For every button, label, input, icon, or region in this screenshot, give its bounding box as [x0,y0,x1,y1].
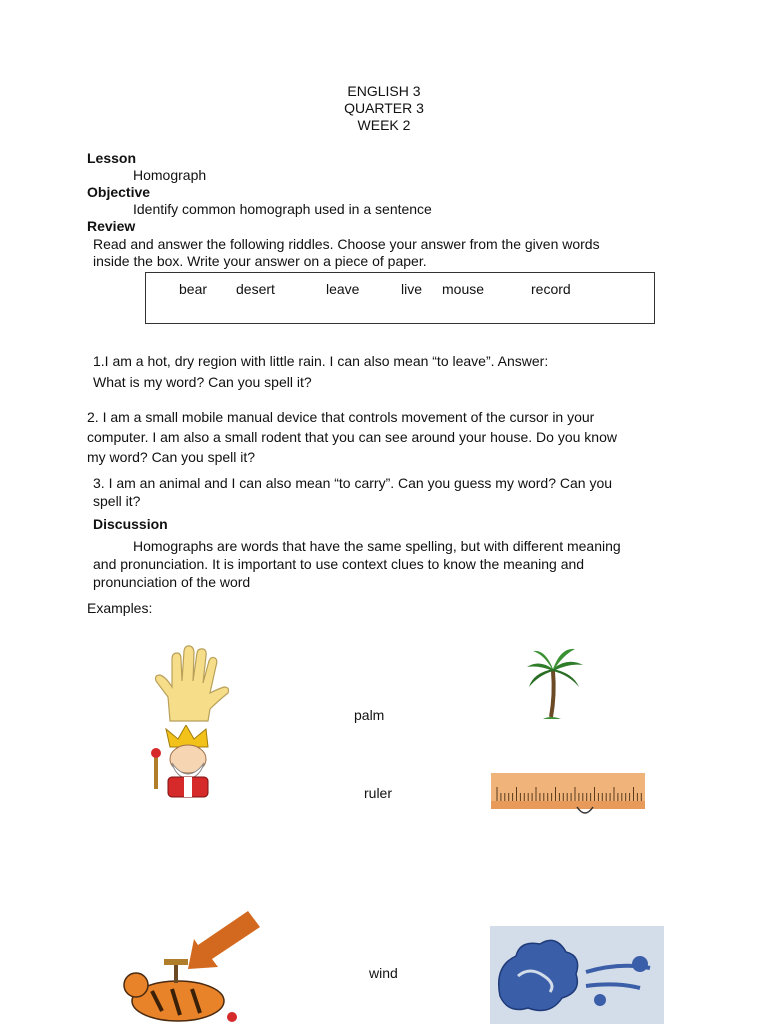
objective-text: Identify common homograph used in a sentence [133,201,432,217]
riddle-3-line1: 3. I am an animal and I can also mean “to carry”. Can you guess my word? Can you [93,475,613,491]
header-line-week: WEEK 2 [357,117,411,133]
discussion-line3: pronunciation of the word [93,574,251,590]
word-choice: bear [179,281,208,297]
riddle-2-line1: 2. I am a small mobile manual device that controls movement of the cursor in your [87,409,595,425]
riddle-3-line2: spell it? [93,493,141,509]
word-choice: mouse [442,281,485,297]
word-choice-box [145,272,655,324]
header-line-quarter: QUARTER 3 [344,100,424,116]
riddle-2-line2: computer. I am also a small rodent that you can see around your house. Do you know [87,429,617,445]
word-choice: desert [236,281,275,297]
review-instruction-line2: inside the box. Write your answer on a piece of paper. [93,253,427,269]
palm-tree-icon [525,645,585,723]
discussion-line1: Homographs are words that have the same spelling, but with different meaning [133,538,621,554]
header-line-subject: ENGLISH 3 [347,83,421,99]
hand-icon [152,645,232,723]
example-word-palm: palm [354,707,385,723]
king-icon [150,725,230,801]
objective-heading: Objective [87,184,151,200]
discussion-line2: and pronunciation. It is important to use context clues to know the meaning and [93,556,585,572]
example-word-wind: wind [369,965,398,981]
riddle-1-line2: What is my word? Can you spell it? [93,374,312,390]
word-choice: leave [326,281,360,297]
discussion-heading: Discussion [93,516,168,532]
ruler-icon [491,773,645,821]
lesson-heading: Lesson [87,150,137,166]
examples-label: Examples: [87,600,153,616]
wind-gust-icon [490,926,664,1024]
word-choice: record [531,281,571,297]
riddle-1-line1: 1.I am a hot, dry region with little rain. I can also mean “to leave”. Answer: [93,353,549,369]
review-instruction-line1: Read and answer the following riddles. Choose your answer from the given words [93,236,600,252]
wind-up-toy-icon [122,905,267,1024]
word-choice: live [401,281,423,297]
riddle-2-line3: my word? Can you spell it? [87,449,256,465]
example-word-ruler: ruler [364,785,393,801]
lesson-text: Homograph [133,167,207,183]
review-heading: Review [87,218,136,234]
